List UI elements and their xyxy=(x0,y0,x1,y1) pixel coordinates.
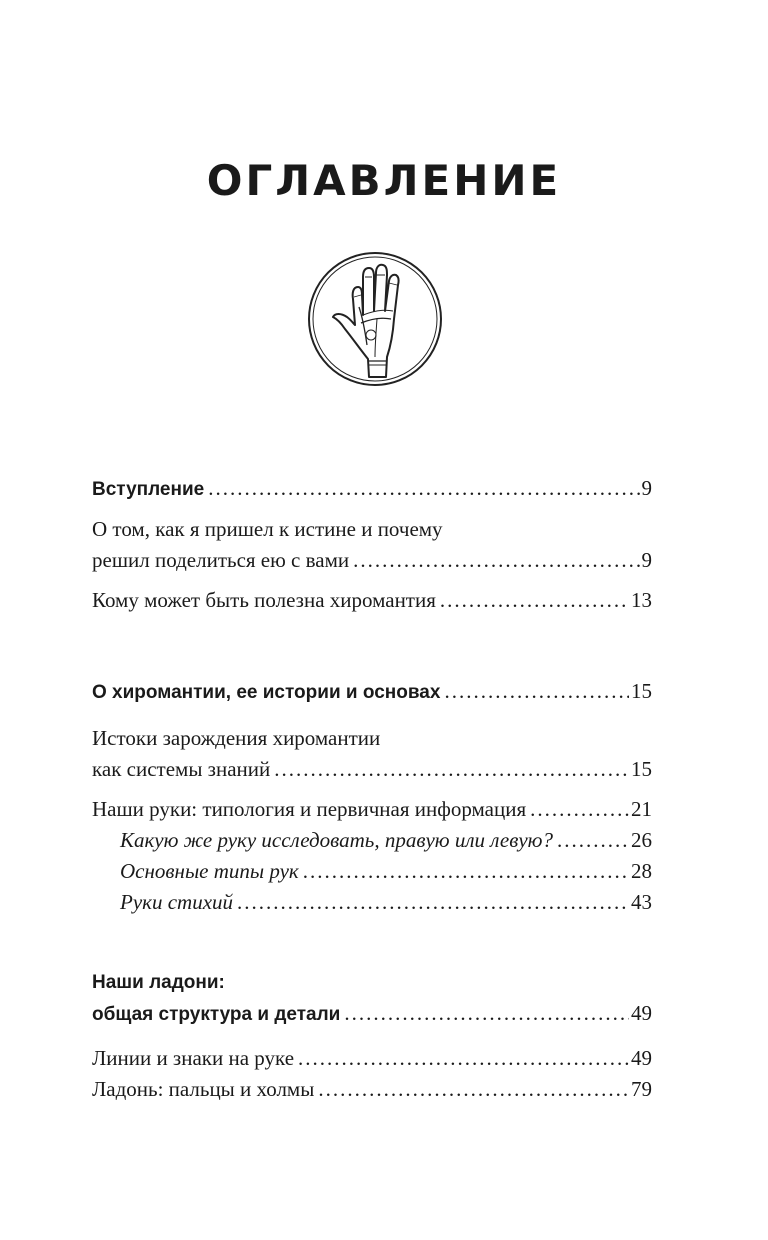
dot-leader xyxy=(444,676,629,707)
toc-entry-label: Ладонь: пальцы и холмы xyxy=(92,1077,315,1101)
dot-leader xyxy=(303,856,629,887)
dot-leader xyxy=(344,998,629,1029)
toc-section-3[interactable] xyxy=(92,967,652,1029)
dot-leader xyxy=(440,585,629,616)
toc-entry-label: общая структура и детали xyxy=(92,1004,341,1025)
palm-hand-emblem-icon xyxy=(305,249,445,389)
toc-entry-page: 9 xyxy=(641,476,652,500)
toc-entry-block[interactable] xyxy=(92,585,652,616)
toc-entry-label-line1: Истоки зарождения хиромантии xyxy=(92,726,381,750)
toc-entry-page: 26 xyxy=(631,828,652,852)
toc-subentry[interactable] xyxy=(92,825,652,856)
toc-section-1 xyxy=(92,473,652,504)
toc-entry[interactable] xyxy=(92,794,652,825)
toc-entry[interactable] xyxy=(92,545,652,576)
dot-leader xyxy=(208,473,639,504)
toc-subentry[interactable] xyxy=(92,887,652,918)
dot-leader xyxy=(274,754,629,785)
toc-entry-page: 15 xyxy=(631,679,652,703)
toc-section-2 xyxy=(92,676,652,707)
toc-entry[interactable] xyxy=(92,1074,652,1105)
toc-entry-label: решил поделиться ею с вами xyxy=(92,548,350,572)
toc-entry-block[interactable] xyxy=(92,514,652,576)
toc-entry-label: Кому может быть полезна хиромантия xyxy=(92,588,436,612)
dot-leader xyxy=(530,794,629,825)
dot-leader xyxy=(318,1074,629,1105)
toc-entry-page: 43 xyxy=(631,890,652,914)
toc-entry-label: Линии и знаки на руке xyxy=(92,1046,295,1070)
toc-entry-label: Наши руки: типология и первичная информация xyxy=(92,797,527,821)
toc-entry-block[interactable] xyxy=(92,1043,652,1105)
dot-leader xyxy=(353,545,639,576)
toc-entry-label: О хиромантии, ее истории и основах xyxy=(92,682,441,703)
toc-entry[interactable] xyxy=(92,473,652,504)
dot-leader xyxy=(298,1043,629,1074)
dot-leader xyxy=(557,825,629,856)
toc-subentry[interactable] xyxy=(92,856,652,887)
toc-entry-label: Руки стихий xyxy=(120,890,234,914)
toc-entry[interactable] xyxy=(92,754,652,785)
toc-entry-page: 79 xyxy=(631,1077,652,1101)
toc-entry-label: как системы знаний xyxy=(92,757,271,781)
palm-hand-svg xyxy=(305,249,445,389)
toc-entry[interactable] xyxy=(92,998,652,1029)
toc-entry[interactable] xyxy=(92,585,652,616)
dot-leader xyxy=(237,887,629,918)
toc-entry-page: 9 xyxy=(641,548,652,572)
toc-entry-block[interactable] xyxy=(92,723,652,785)
toc-entry-block[interactable] xyxy=(92,794,652,918)
toc-entry-label: Основные типы рук xyxy=(120,859,299,883)
toc-entry-page: 28 xyxy=(631,859,652,883)
page-title: ОГЛАВЛЕНИЕ xyxy=(206,156,562,205)
toc-entry-page: 49 xyxy=(631,1046,652,1070)
toc-entry-label: Какую же руку исследовать, правую или левую? xyxy=(120,828,553,852)
toc-entry-page: 49 xyxy=(631,1001,652,1025)
toc-entry[interactable] xyxy=(92,676,652,707)
toc-entry-page: 13 xyxy=(631,588,652,612)
toc-entry[interactable] xyxy=(92,1043,652,1074)
toc-entry-page: 21 xyxy=(631,797,652,821)
toc-entry-label: Вступление xyxy=(92,479,205,500)
toc-entry-page: 15 xyxy=(631,757,652,781)
toc-entry-label-line1: О том, как я пришел к истине и почему xyxy=(92,517,443,541)
toc-entry-label-line1: Наши ладони: xyxy=(92,972,225,993)
